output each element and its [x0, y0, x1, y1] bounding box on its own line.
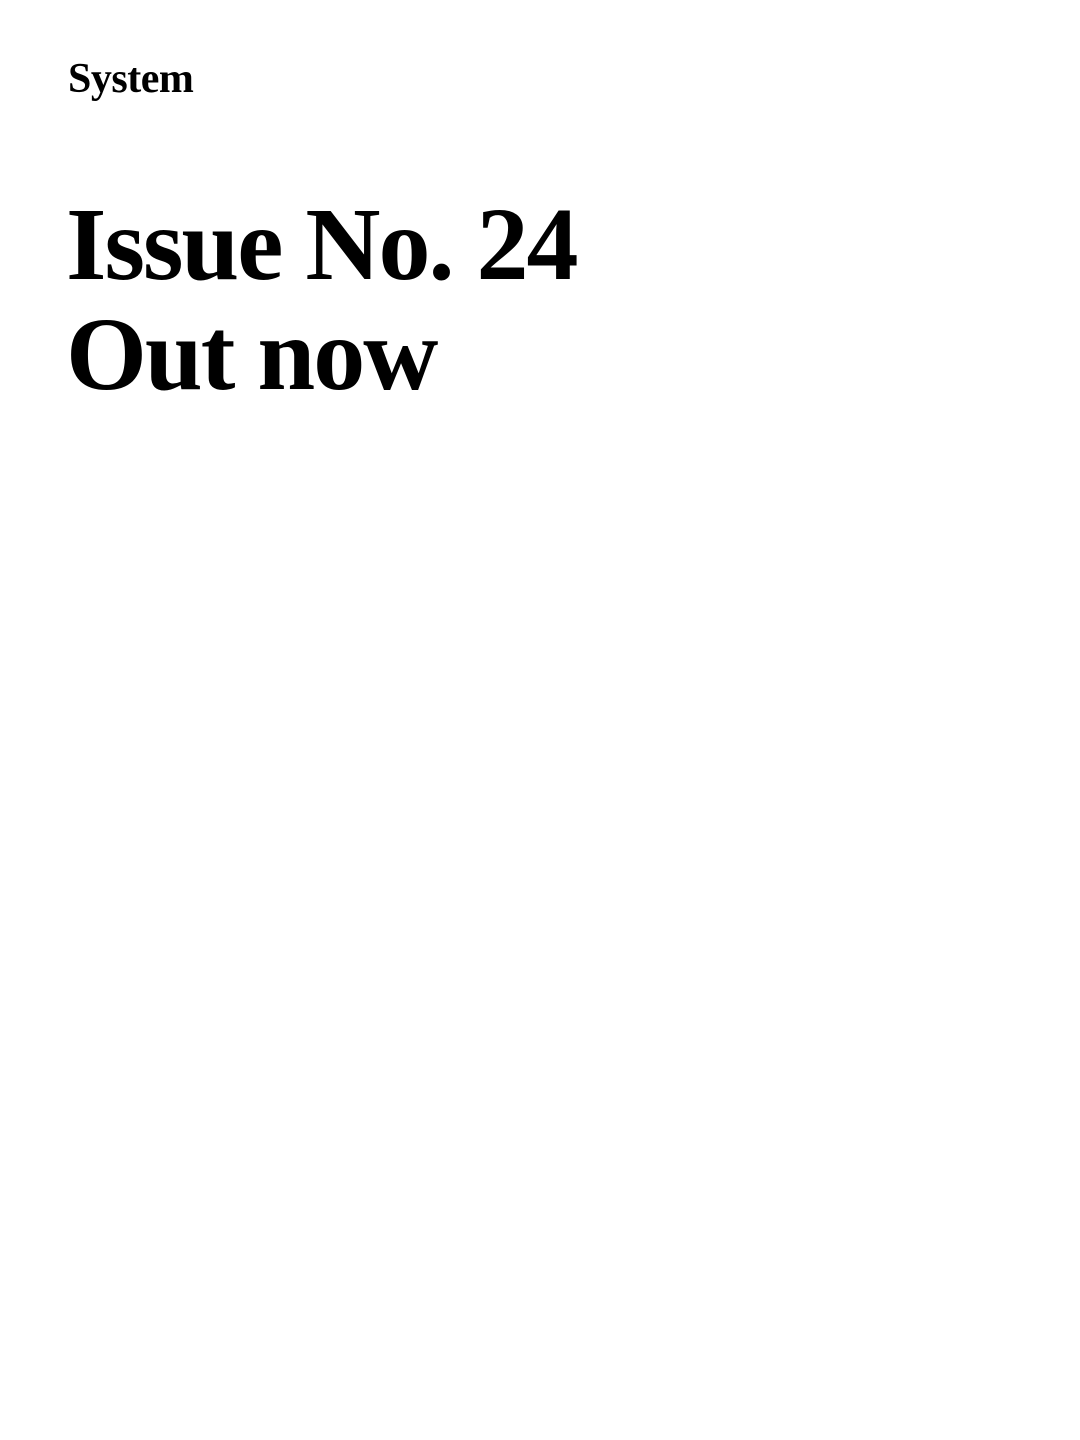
headline-line-2: Out now — [66, 297, 437, 413]
brand-wordmark: System — [68, 56, 194, 102]
page-title — [66, 187, 966, 413]
headline-line-1: Issue No. 24 — [66, 187, 577, 302]
